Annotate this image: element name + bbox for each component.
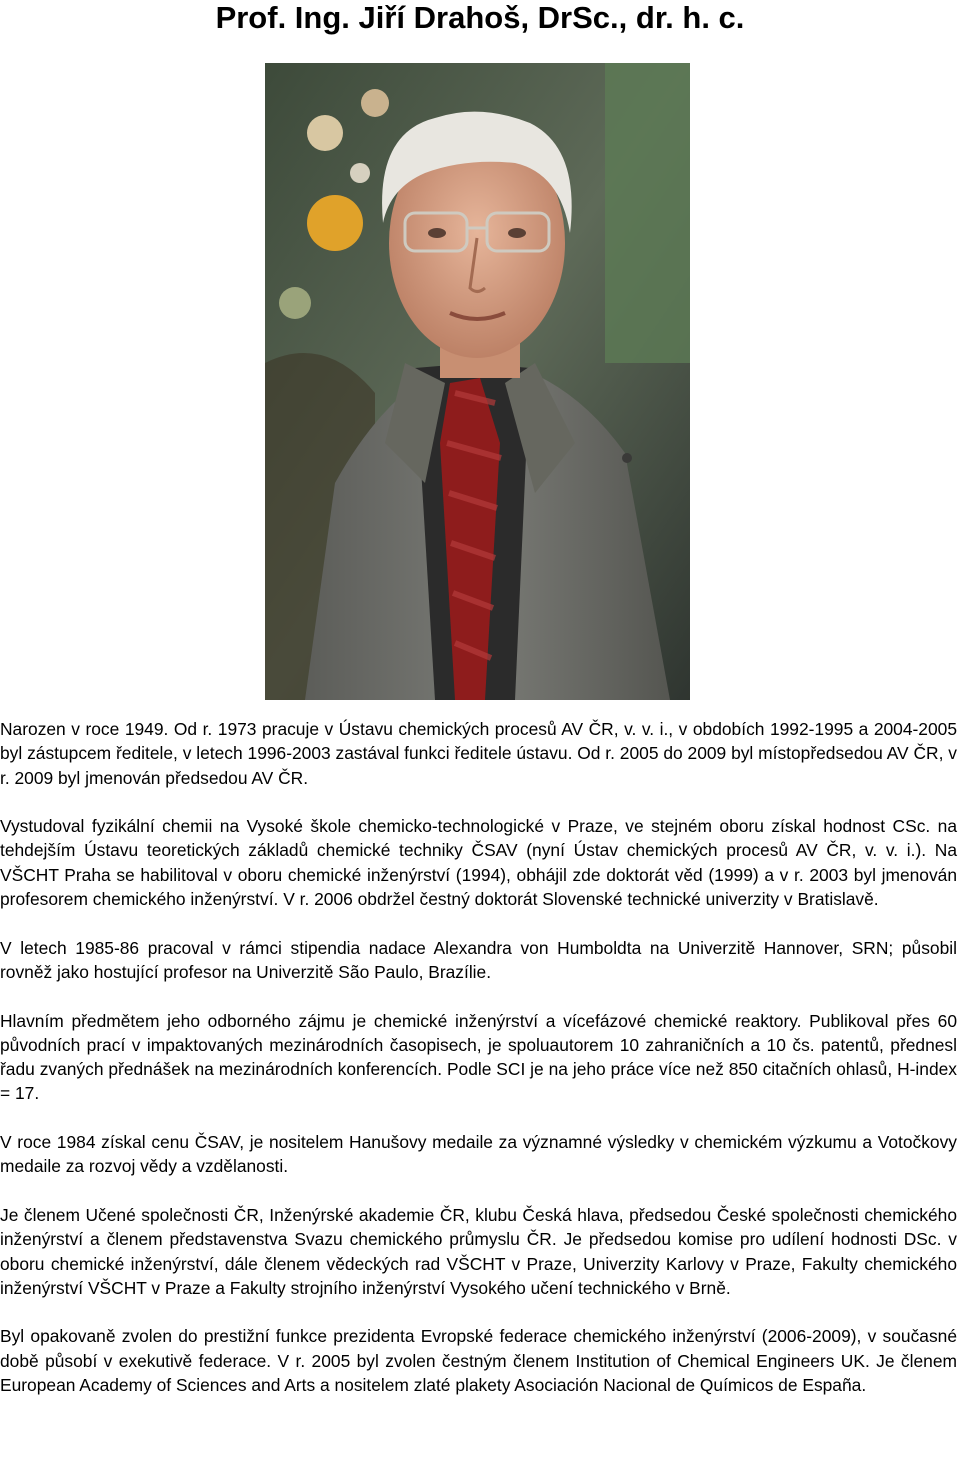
portrait-photo [265, 63, 690, 700]
paragraph-research: Hlavním předmětem jeho odborného zájmu je chemické inženýrství a vícefázové chemické reaktory. Publikoval přes 60 původních prací v impaktovaných mezinárodních časopisech, je spoluautorem 10 zahraničních a 10 čs. patentů, přednesl řadu zvaných přednášek na mezinárodních konferencích. Podle SCI je na jeho práce více než 850 citačních ohlasů, H-index = 17. [0, 1010, 957, 1104]
paragraph-awards: V roce 1984 získal cenu ČSAV, je nositelem Hanušovy medaile za významné výsledky v chemickém výzkumu a Votočkovy medaile za rozvoj vědy a vzdělanosti. [0, 1132, 957, 1177]
paragraph-education: Vystudoval fyzikální chemii na Vysoké škole chemicko-technologické v Praze, ve stejném oboru získal hodnost CSc. na tehdejším Ústavu teoretických základů chemické techniky ČSAV (nyní Ústav chemických procesů AV ČR, v. v. i.). Na VŠCHT Praha se habilitoval v oboru chemické inženýrství (1994), obhájil zde doktorát věd (1999) a v r. 2003 byl jmenován profesorem chemického inženýrství. V r. 2006 obdržel čestný doktorát Slovenské technické univerzity v Bratislavě. [0, 816, 957, 910]
paragraph-memberships: Je členem Učené společnosti ČR, Inženýrské akademie ČR, klubu Česká hlava, předsedou České společnosti chemického inženýrství a členem představenstva Svazu chemického průmyslu ČR. Je předsedou komise pro udílení hodnosti DSc. v oboru chemické inženýrství, dále členem vědeckých rad VŠCHT v Praze, Univerzity Karlovy v Praze, Fakulty chemického inženýrství VŠCHT v Praze a Fakulty strojního inženýrství Vysokého učení technického v Brně. [0, 1204, 957, 1298]
page-title: Prof. Ing. Jiří Drahoš, DrSc., dr. h. c. [215, 0, 745, 35]
paragraph-birth-career: Narozen v roce 1949. Od r. 1973 pracuje v Ústavu chemických procesů AV ČR, v. v. i., v obdobích 1992-1995 a 2004-2005 byl zástupcem ředitele, v letech 1996-2003 zastával funkci ředitele ústavu. Od r. 2005 do 2009 byl místopředsedou AV ČR, v r. 2009 byl jmenován předsedou AV ČR. [0, 719, 957, 788]
paragraph-international: Byl opakovaně zvolen do prestižní funkce prezidenta Evropské federace chemického inženýrství (2006-2009), v současné době působí v exekutivě federace. V r. 2005 byl zvolen čestným členem Institution of Chemical Engineers UK. Je členem European Academy of Sciences and Arts a nositelem zlaté plakety Asociación Nacional de Químicos de España. [0, 1326, 957, 1396]
paragraph-stays-abroad: V letech 1985-86 pracoval v rámci stipendia nadace Alexandra von Humboldta na Univerzitě Hannover, SRN; působil rovněž jako hostující profesor na Univerzitě São Paulo, Brazílie. [0, 937, 957, 982]
biography-text [0, 717, 957, 1397]
